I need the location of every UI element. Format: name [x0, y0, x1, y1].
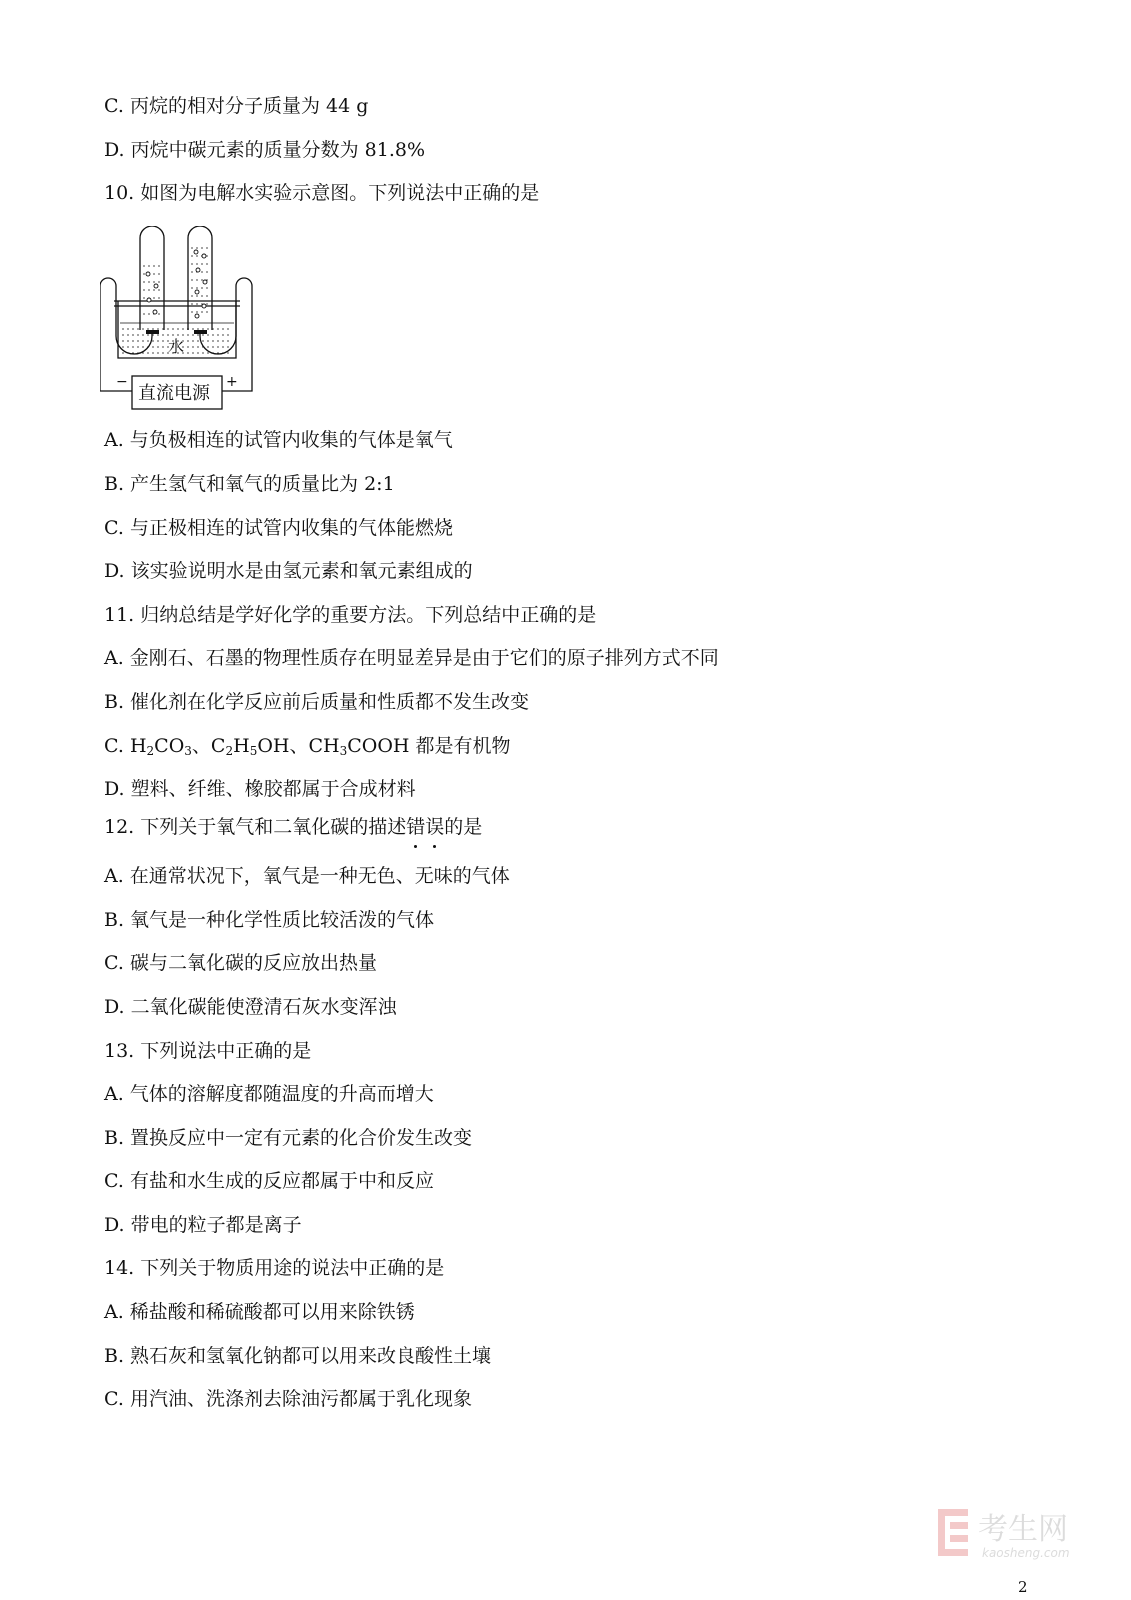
q13-option-b: B. 置换反应中一定有元素的化合价发生改变: [104, 1127, 473, 1149]
q14-option-c: C. 用汽油、洗涤剂去除油污都属于乳化现象: [104, 1388, 472, 1410]
q11-option-b: B. 催化剂在化学反应前后质量和性质都不发生改变: [104, 691, 530, 713]
q14-option-a: A. 稀盐酸和稀硫酸都可以用来除铁锈: [104, 1301, 415, 1323]
subscript: 3: [339, 744, 348, 758]
q9-option-c: C. 丙烷的相对分子质量为 44 g: [104, 95, 369, 117]
watermark-url: kaosheng.com: [982, 1546, 1070, 1560]
formula-text: COOH 都是有机物: [347, 735, 511, 757]
q11-option-d: D. 塑料、纤维、橡胶都属于合成材料: [104, 778, 416, 800]
q12-option-d: D. 二氧化碳能使澄清石灰水变浑浊: [104, 996, 397, 1018]
q10-option-c: C. 与正极相连的试管内收集的气体能燃烧: [104, 517, 453, 539]
q10-option-b: B. 产生氢气和氧气的质量比为 2:1: [104, 473, 395, 495]
formula-text: OH、CH: [257, 735, 340, 757]
water-label: 水: [168, 337, 185, 356]
q14-stem: 14. 下列关于物质用途的说法中正确的是: [104, 1257, 445, 1279]
q13-stem: 13. 下列说法中正确的是: [104, 1040, 312, 1062]
q12-stem: [104, 815, 482, 839]
watermark-brand: 考生网: [978, 1512, 1068, 1547]
page-number: 2: [1018, 1578, 1028, 1596]
q10-stem: 10. 如图为电解水实验示意图。下列说法中正确的是: [104, 182, 540, 204]
kaosheng-logo-icon: [938, 1509, 968, 1556]
q13-option-a: A. 气体的溶解度都随温度的升高而增大: [104, 1083, 434, 1105]
q12-option-c: C. 碳与二氧化碳的反应放出热量: [104, 952, 377, 974]
q10-option-a: A. 与负极相连的试管内收集的气体是氧气: [104, 429, 453, 451]
q13-option-c: C. 有盐和水生成的反应都属于中和反应: [104, 1170, 434, 1192]
formula-text: H: [233, 735, 250, 757]
electrolysis-diagram: [100, 226, 256, 412]
q10-option-d: D. 该实验说明水是由氢元素和氧元素组成的: [104, 560, 473, 582]
q12-stem-pre: 12. 下列关于氧气和二氧化碳的描述: [104, 816, 407, 838]
subscript: 2: [225, 744, 234, 758]
plus-sign: +: [226, 374, 238, 390]
power-supply-label: 直流电源: [138, 383, 210, 404]
subscript: 2: [146, 744, 155, 758]
kaosheng-watermark: [938, 1505, 1093, 1565]
subscript: 5: [249, 744, 258, 758]
q12-stem-post: 的是: [444, 816, 483, 838]
q14-option-b: B. 熟石灰和氢氧化钠都可以用来改良酸性土壤: [104, 1345, 492, 1367]
formula-text: 、C: [191, 735, 226, 757]
formula-text: C. H: [104, 735, 147, 757]
emphasis-char: 误: [425, 816, 445, 838]
q12-option-b: B. 氧气是一种化学性质比较活泼的气体: [104, 909, 435, 931]
q9-option-d: D. 丙烷中碳元素的质量分数为 81.8%: [104, 139, 426, 161]
formula-text: CO: [154, 735, 185, 757]
minus-sign: −: [116, 374, 128, 390]
q11-option-c: [104, 734, 511, 758]
q11-option-a: A. 金刚石、石墨的物理性质存在明显差异是由于它们的原子排列方式不同: [104, 647, 719, 669]
q12-option-a: A. 在通常状况下，氧气是一种无色、无味的气体: [104, 865, 510, 887]
q13-option-d: D. 带电的粒子都是离子: [104, 1214, 302, 1236]
emphasis-char: 错: [406, 816, 426, 838]
subscript: 3: [184, 744, 192, 758]
q11-stem: 11. 归纳总结是学好化学的重要方法。下列总结中正确的是: [104, 604, 597, 626]
